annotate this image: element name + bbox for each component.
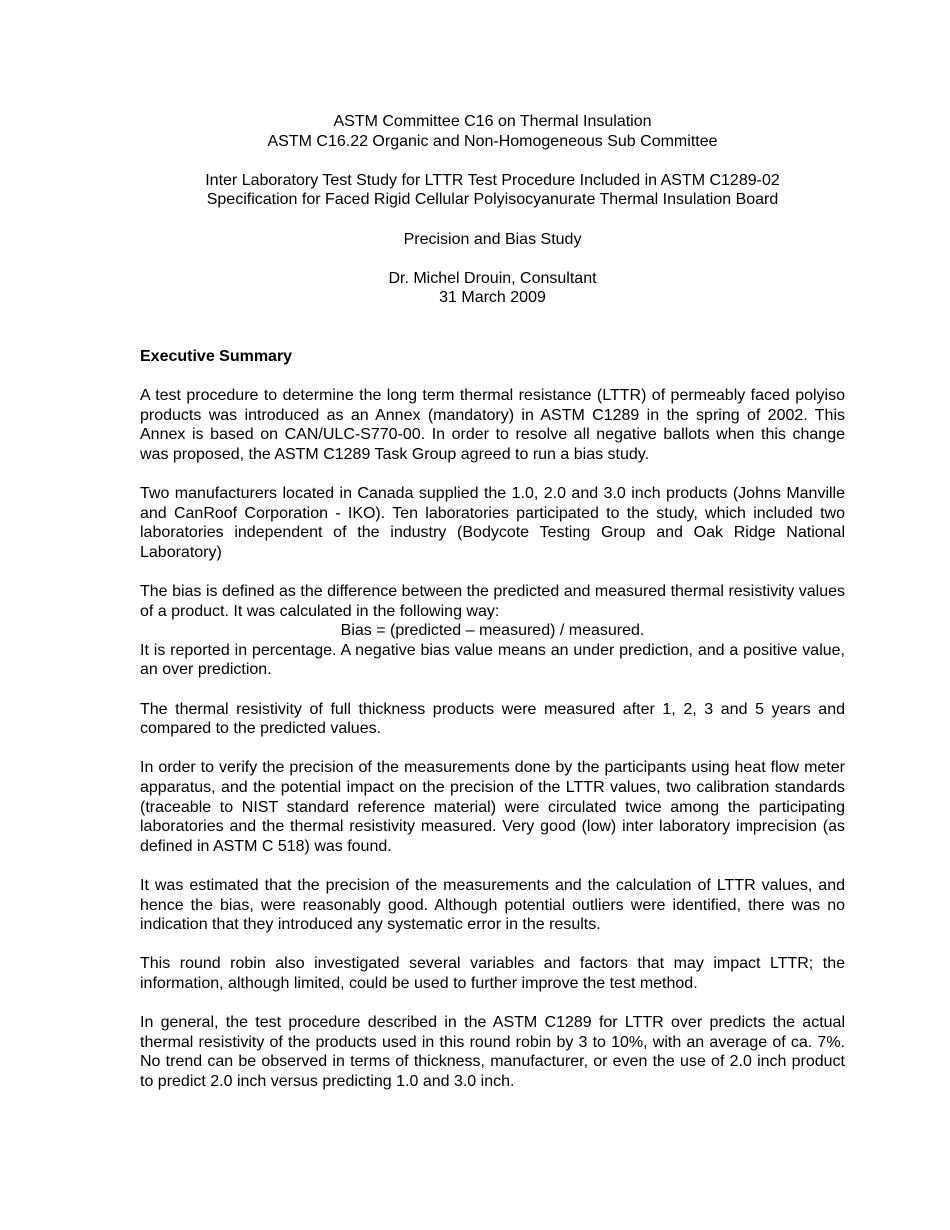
report-date: 31 March 2009 xyxy=(439,289,546,307)
paragraph-participants: Two manufacturers located in Canada supplied the 1.0, 2.0 and 3.0 inch products (Johns Manville and CanRoof Corporation - IKO). Ten laboratories participated to the study, which included two laboratories independent of the industry (Bodycote Testing Group and Oak Ridge National Laboratory) xyxy=(140,485,845,561)
study-title: Inter Laboratory Test Study for LTTR Test Procedure Included in ASTM C1289-02 xyxy=(205,171,780,189)
paragraph-conclusion: In general, the test procedure described in the ASTM C1289 for LTTR over predicts the actual thermal resistivity of the products used in this round robin by 3 to 10%, with an average of ca. 7%. No trend can be observed in terms of thickness, manufacturer, or even the use of 2.0 inch product to predict 2.0 inch versus predicting 1.0 and 3.0 inch. xyxy=(140,1014,845,1090)
bias-definition-block xyxy=(140,582,845,680)
study-subtitle: Precision and Bias Study xyxy=(403,230,582,248)
paragraph-bias-definition: The bias is defined as the difference between the predicted and measured thermal resistivity values of a product. It was calculated in the following way: xyxy=(140,583,845,620)
paragraph-calibration: In order to verify the precision of the measurements done by the participants using heat flow meter apparatus, and the potential impact on the precision of the LTTR values, two calibration standards (traceable to NIST standard reference material) were circulated twice among the participating laboratories and the thermal resistivity measured. Very good (low) inter laboratory imprecision (as defined in ASTM C 518) was found. xyxy=(140,759,845,855)
section-heading: Executive Summary xyxy=(140,347,293,365)
bias-formula: Bias = (predicted – measured) / measured. xyxy=(340,622,645,640)
subcommittee-title: ASTM C16.22 Organic and Non-Homogeneous Sub Committee xyxy=(267,132,718,150)
author: Dr. Michel Drouin, Consultant xyxy=(388,269,597,287)
paragraph-bias-interpretation: It is reported in percentage. A negative bias value means an under prediction, and a positive value, an over prediction. xyxy=(140,641,845,679)
study-subtitle-block xyxy=(140,230,845,250)
study-title-block xyxy=(140,171,845,210)
paragraph-variables: This round robin also investigated several variables and factors that may impact LTTR; the information, although limited, could be used to further improve the test method. xyxy=(140,955,845,992)
paragraph-lttr-annex: A test procedure to determine the long term thermal resistance (LTTR) of permeably faced polyiso products was introduced as an Annex (mandatory) in ASTM C1289 in the spring of 2002. This Annex is based on CAN/ULC-S770-00. In order to resolve all negative ballots when this change was proposed, the ASTM C1289 Task Group agreed to run a bias study. xyxy=(140,387,845,463)
study-specification: Specification for Faced Rigid Cellular Polyisocyanurate Thermal Insulation Board xyxy=(206,191,779,209)
committee-title: ASTM Committee C16 on Thermal Insulation xyxy=(333,113,652,130)
committee-header xyxy=(140,112,845,151)
paragraph-measurement-schedule: The thermal resistivity of full thickness products were measured after 1, 2, 3 and 5 years and compared to the predicted values. xyxy=(140,700,845,738)
author-block xyxy=(140,269,845,308)
paragraph-precision: It was estimated that the precision of the measurements and the calculation of LTTR values, and hence the bias, were reasonably good. Although potential outliers were identified, there was no indication that they introduced any systematic error in the results. xyxy=(140,876,845,934)
document-page xyxy=(140,112,845,1111)
